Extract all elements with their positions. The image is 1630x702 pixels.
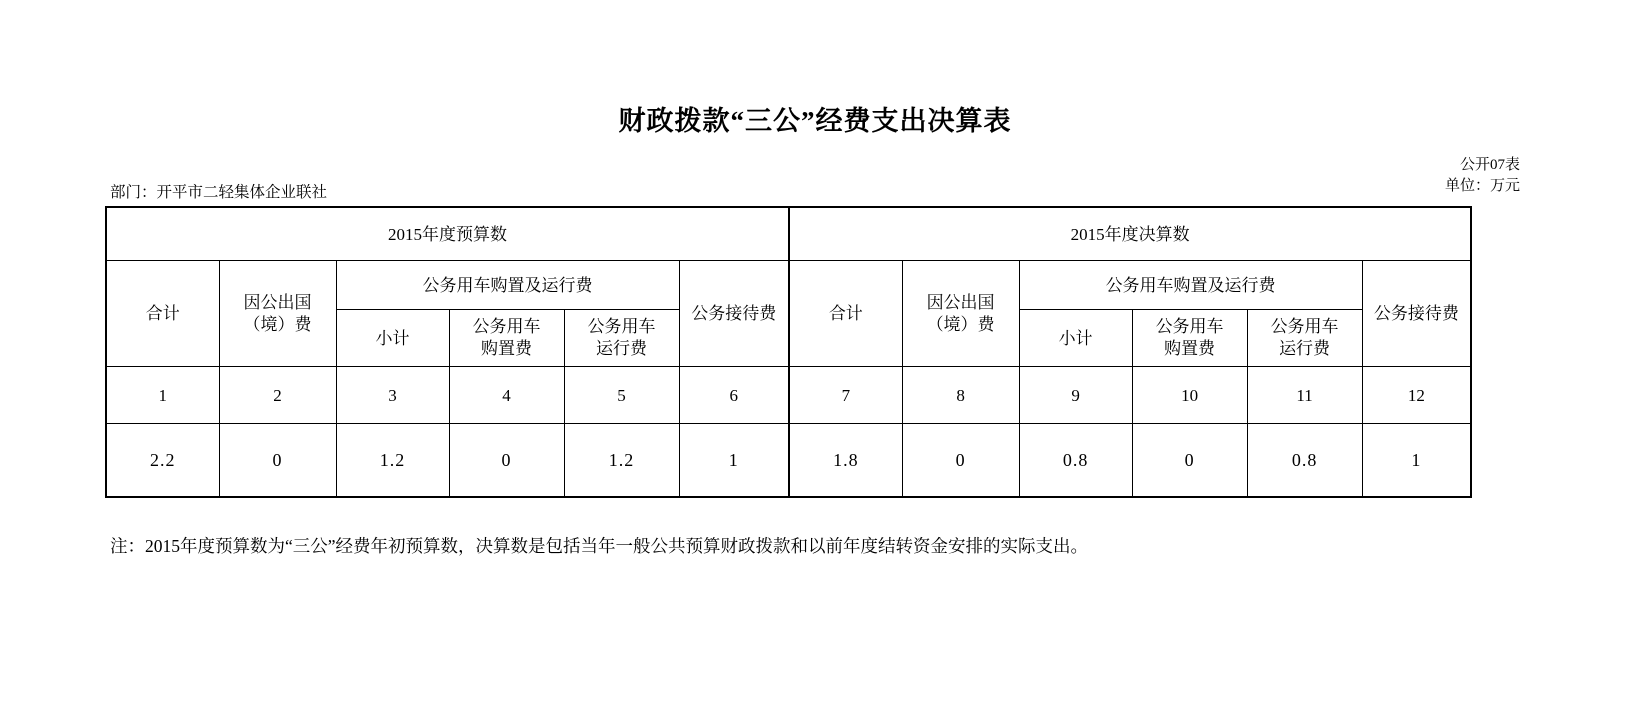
header-budget-abroad: 因公出国 （境）费 [219, 261, 336, 367]
unit-label: 单位：万元 [1444, 178, 1520, 194]
table-group-header-row [106, 207, 1471, 261]
header-budget-vehicle-subtotal: 小计 [336, 310, 449, 367]
column-number: 1 [106, 367, 219, 424]
budget-table-wrapper [105, 206, 1470, 498]
header-final-reception: 公务接待费 [1362, 261, 1471, 367]
data-cell: 0 [219, 424, 336, 498]
column-number: 6 [679, 367, 789, 424]
form-meta [1445, 155, 1520, 197]
data-cell: 1.2 [336, 424, 449, 498]
table-header-row-1 [106, 261, 1471, 310]
table-note: 注：2015年度预算数为“三公”经费年初预算数，决算数是包括当年一般公共预算财政拨款和以前年度结转资金安排的实际支出。 [110, 536, 1089, 556]
header-final-total: 合计 [789, 261, 902, 367]
data-cell: 1.2 [564, 424, 679, 498]
header-final-vehicle: 公务用车购置及运行费 [1019, 261, 1362, 310]
data-cell: 1.8 [789, 424, 902, 498]
group-header-final: 2015年度决算数 [789, 207, 1471, 261]
header-budget-vehicle-purchase: 公务用车 购置费 [449, 310, 564, 367]
column-number: 12 [1362, 367, 1471, 424]
group-header-budget: 2015年度预算数 [106, 207, 789, 261]
form-code: 公开07表 [1459, 157, 1520, 173]
data-cell: 0 [449, 424, 564, 498]
header-final-vehicle-operation: 公务用车 运行费 [1247, 310, 1362, 367]
table-row [106, 424, 1471, 498]
data-cell: 1 [679, 424, 789, 498]
header-budget-vehicle: 公务用车购置及运行费 [336, 261, 679, 310]
header-final-vehicle-purchase: 公务用车 购置费 [1132, 310, 1247, 367]
column-number: 10 [1132, 367, 1247, 424]
header-final-abroad: 因公出国 （境）费 [902, 261, 1019, 367]
column-number: 4 [449, 367, 564, 424]
column-number: 9 [1019, 367, 1132, 424]
budget-table [105, 206, 1472, 498]
column-number: 2 [219, 367, 336, 424]
data-cell: 1 [1362, 424, 1471, 498]
header-budget-total: 合计 [106, 261, 219, 367]
header-final-vehicle-subtotal: 小计 [1019, 310, 1132, 367]
column-number: 5 [564, 367, 679, 424]
table-column-number-row [106, 367, 1471, 424]
data-cell: 0 [902, 424, 1019, 498]
data-cell: 0.8 [1247, 424, 1362, 498]
data-cell: 2.2 [106, 424, 219, 498]
data-cell: 0 [1132, 424, 1247, 498]
page-title: 财政拨款“三公”经费支出决算表 [618, 106, 1012, 136]
column-number: 8 [902, 367, 1019, 424]
header-budget-reception: 公务接待费 [679, 261, 789, 367]
column-number: 11 [1247, 367, 1362, 424]
column-number: 3 [336, 367, 449, 424]
department-label: 部门：开平市二轻集体企业联社 [110, 184, 328, 201]
data-cell: 0.8 [1019, 424, 1132, 498]
column-number: 7 [789, 367, 902, 424]
header-budget-vehicle-operation: 公务用车 运行费 [564, 310, 679, 367]
